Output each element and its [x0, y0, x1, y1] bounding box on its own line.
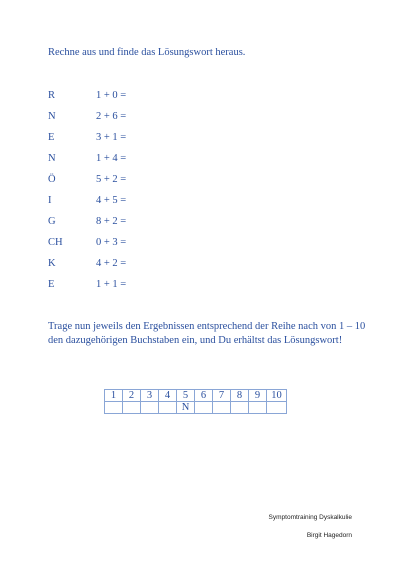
answer-letter-cell[interactable] [213, 402, 231, 414]
answer-table-letter-row [105, 402, 287, 414]
exercise-letter: E [48, 279, 55, 290]
exercise-row [48, 257, 248, 278]
footer-course-title: Symptomtraining Dyskalkulie [268, 514, 352, 521]
exercise-equation: 5 + 2 = [96, 174, 127, 185]
exercise-row [48, 131, 248, 152]
answer-number-cell: 3 [141, 390, 159, 402]
answer-table [104, 389, 287, 414]
exercise-equation: 1 + 1 = [96, 279, 127, 290]
table-instruction: Trage nun jeweils den Ergebnissen entsprechend der Reihe nach von 1 – 10 den dazugehörigen Buchstaben ein, und Du erhältst das Lösungswort! [48, 321, 366, 346]
exercise-letter: N [48, 153, 56, 164]
exercise-equation: 3 + 1 = [96, 132, 127, 143]
answer-number-cell: 9 [249, 390, 267, 402]
exercise-letter: E [48, 132, 55, 143]
exercise-letter: CH [48, 237, 63, 248]
answer-number-cell: 8 [231, 390, 249, 402]
exercise-letter: N [48, 111, 56, 122]
exercise-letter: G [48, 216, 56, 227]
answer-number-cell: 2 [123, 390, 141, 402]
exercise-row [48, 110, 248, 131]
exercise-row [48, 152, 248, 173]
answer-number-cell: 4 [159, 390, 177, 402]
answer-letter-cell[interactable] [159, 402, 177, 414]
answer-letter-cell[interactable] [231, 402, 249, 414]
answer-letter-cell[interactable] [141, 402, 159, 414]
exercise-letter: I [48, 195, 52, 206]
exercise-row [48, 89, 248, 110]
exercise-equation: 8 + 2 = [96, 216, 127, 227]
answer-letter-cell[interactable] [249, 402, 267, 414]
answer-number-cell: 10 [267, 390, 287, 402]
exercise-equation: 4 + 5 = [96, 195, 127, 206]
exercise-equation: 0 + 3 = [96, 237, 127, 248]
exercise-letter: K [48, 258, 56, 269]
exercise-equation: 4 + 2 = [96, 258, 127, 269]
exercise-row [48, 173, 248, 194]
answer-letter-cell[interactable] [105, 402, 123, 414]
exercise-row [48, 215, 248, 236]
exercise-equation: 2 + 6 = [96, 111, 127, 122]
answer-table-number-row [105, 390, 287, 402]
intro-instruction: Rechne aus und finde das Lösungswort heraus. [48, 47, 246, 58]
answer-number-cell: 5 [177, 390, 195, 402]
exercise-list [48, 89, 248, 299]
answer-letter-cell[interactable] [123, 402, 141, 414]
exercise-row [48, 194, 248, 215]
answer-number-cell: 1 [105, 390, 123, 402]
footer-author: Birgit Hagedorn [306, 532, 352, 539]
exercise-row [48, 278, 248, 299]
exercise-row [48, 236, 248, 257]
answer-number-cell: 7 [213, 390, 231, 402]
answer-letter-cell[interactable] [195, 402, 213, 414]
exercise-letter: R [48, 90, 56, 101]
exercise-letter: Ö [48, 174, 56, 185]
exercise-equation: 1 + 0 = [96, 90, 127, 101]
answer-number-cell: 6 [195, 390, 213, 402]
answer-letter-cell[interactable] [267, 402, 287, 414]
exercise-equation: 1 + 4 = [96, 153, 127, 164]
answer-letter-cell[interactable]: N [177, 402, 195, 414]
